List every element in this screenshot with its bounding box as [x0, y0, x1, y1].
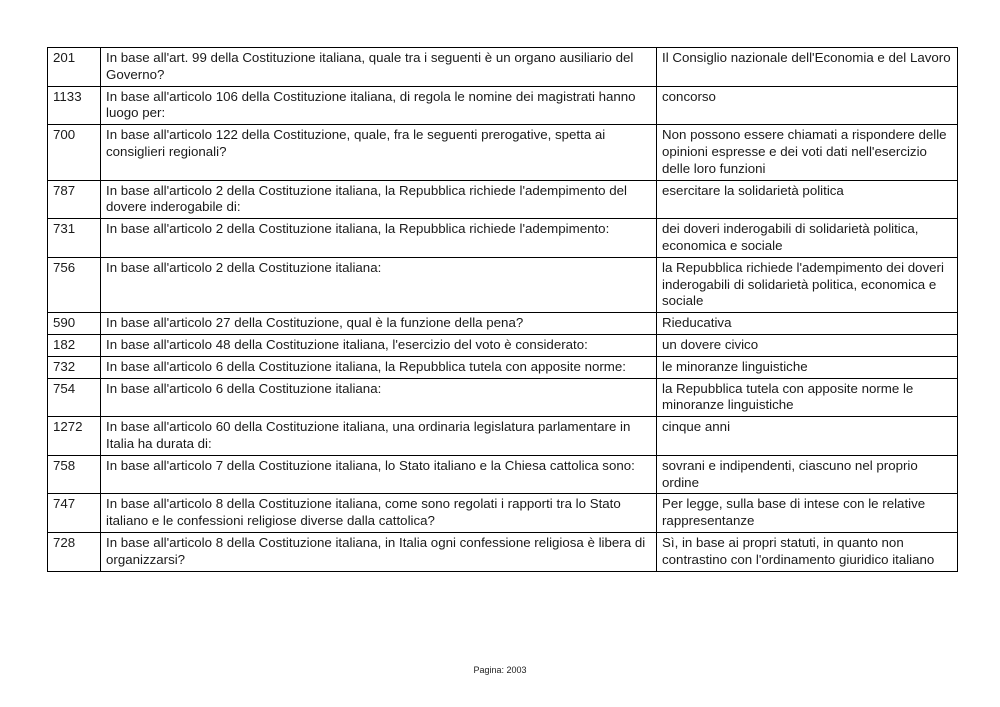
question-id-cell: 758: [48, 455, 101, 494]
question-id-cell: 787: [48, 180, 101, 219]
question-text-cell: In base all'articolo 122 della Costituzione, quale, fra le seguenti prerogative, spetta ai consiglieri regionali?: [101, 125, 657, 180]
answer-text-cell: concorso: [657, 86, 958, 125]
table-row: [48, 180, 958, 219]
table-row: [48, 378, 958, 417]
table-row: [48, 313, 958, 335]
answer-text-cell: Sì, in base ai propri statuti, in quanto non contrastino con l'ordinamento giuridico italiano: [657, 532, 958, 571]
table-row: [48, 356, 958, 378]
question-id-cell: 731: [48, 219, 101, 258]
answer-text-cell: Non possono essere chiamati a rispondere delle opinioni espresse e dei voti dati nell'esercizio delle loro funzioni: [657, 125, 958, 180]
answer-text-cell: Rieducativa: [657, 313, 958, 335]
answer-text-cell: Per legge, sulla base di intese con le relative rappresentanze: [657, 494, 958, 533]
question-text-cell: In base all'articolo 8 della Costituzione italiana, come sono regolati i rapporti tra lo Stato italiano e le confessioni religiose diverse dalla cattolica?: [101, 494, 657, 533]
question-text-cell: In base all'articolo 60 della Costituzione italiana, una ordinaria legislatura parlamentare in Italia ha durata di:: [101, 417, 657, 456]
table-row: [48, 494, 958, 533]
table-row: [48, 219, 958, 258]
questions-table: [47, 47, 958, 572]
table-row: [48, 86, 958, 125]
question-id-cell: 1272: [48, 417, 101, 456]
question-id-cell: 182: [48, 334, 101, 356]
question-text-cell: In base all'articolo 8 della Costituzione italiana, in Italia ogni confessione religiosa è libera di organizzarsi?: [101, 532, 657, 571]
question-id-cell: 590: [48, 313, 101, 335]
table-row: [48, 257, 958, 312]
answer-text-cell: un dovere civico: [657, 334, 958, 356]
question-id-cell: 700: [48, 125, 101, 180]
question-id-cell: 747: [48, 494, 101, 533]
table-row: [48, 455, 958, 494]
question-id-cell: 732: [48, 356, 101, 378]
question-text-cell: In base all'articolo 106 della Costituzione italiana, di regola le nomine dei magistrati hanno luogo per:: [101, 86, 657, 125]
question-id-cell: 1133: [48, 86, 101, 125]
answer-text-cell: cinque anni: [657, 417, 958, 456]
table-row: [48, 125, 958, 180]
table-row: [48, 334, 958, 356]
answer-text-cell: la Repubblica richiede l'adempimento dei doveri inderogabili di solidarietà politica, economica e sociale: [657, 257, 958, 312]
question-text-cell: In base all'articolo 2 della Costituzione italiana, la Repubblica richiede l'adempimento del dovere inderogabile di:: [101, 180, 657, 219]
question-id-cell: 728: [48, 532, 101, 571]
question-id-cell: 201: [48, 48, 101, 87]
question-text-cell: In base all'articolo 48 della Costituzione italiana, l'esercizio del voto è considerato:: [101, 334, 657, 356]
answer-text-cell: Il Consiglio nazionale dell'Economia e del Lavoro: [657, 48, 958, 87]
table-row: [48, 48, 958, 87]
table-row: [48, 532, 958, 571]
table-row: [48, 417, 958, 456]
question-text-cell: In base all'articolo 2 della Costituzione italiana:: [101, 257, 657, 312]
question-id-cell: 754: [48, 378, 101, 417]
answer-text-cell: le minoranze linguistiche: [657, 356, 958, 378]
questions-table-body: [48, 48, 958, 572]
answer-text-cell: la Repubblica tutela con apposite norme le minoranze linguistiche: [657, 378, 958, 417]
question-text-cell: In base all'articolo 6 della Costituzione italiana, la Repubblica tutela con apposite norme:: [101, 356, 657, 378]
answer-text-cell: dei doveri inderogabili di solidarietà politica, economica e sociale: [657, 219, 958, 258]
question-text-cell: In base all'articolo 7 della Costituzione italiana, lo Stato italiano e la Chiesa cattolica sono:: [101, 455, 657, 494]
answer-text-cell: sovrani e indipendenti, ciascuno nel proprio ordine: [657, 455, 958, 494]
question-text-cell: In base all'articolo 2 della Costituzione italiana, la Repubblica richiede l'adempimento:: [101, 219, 657, 258]
question-text-cell: In base all'art. 99 della Costituzione italiana, quale tra i seguenti è un organo ausiliario del Governo?: [101, 48, 657, 87]
answer-text-cell: esercitare la solidarietà politica: [657, 180, 958, 219]
question-id-cell: 756: [48, 257, 101, 312]
question-text-cell: In base all'articolo 27 della Costituzione, qual è la funzione della pena?: [101, 313, 657, 335]
question-text-cell: In base all'articolo 6 della Costituzione italiana:: [101, 378, 657, 417]
page-number: Pagina: 2003: [473, 665, 527, 675]
